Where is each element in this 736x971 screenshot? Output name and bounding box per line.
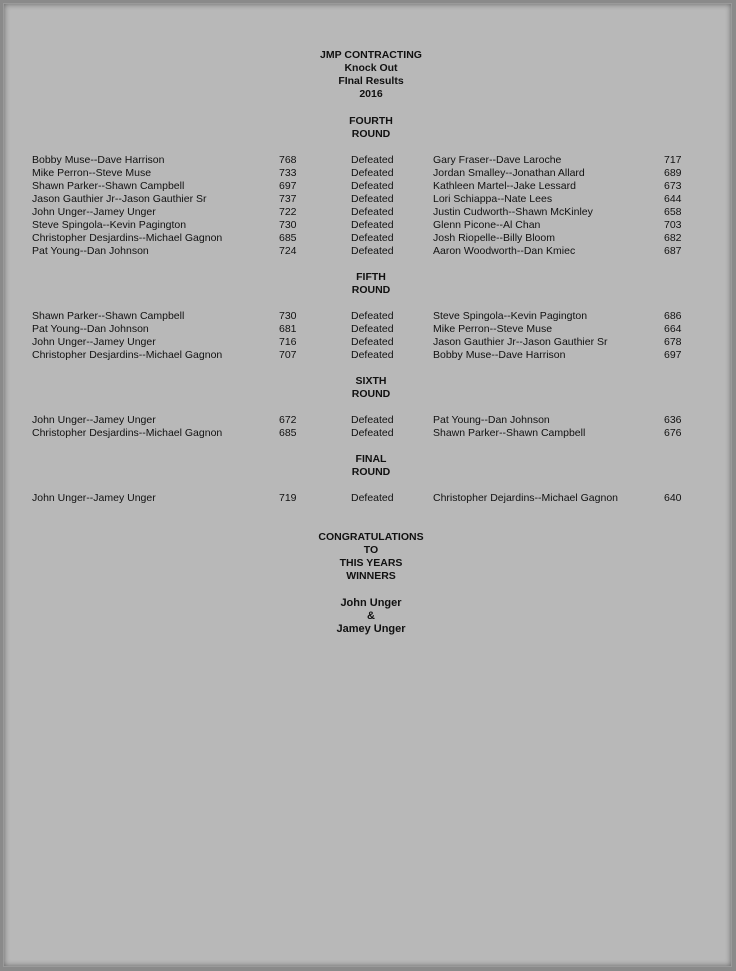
congrats-line: CONGRATULATIONS — [318, 531, 424, 543]
match-result: Defeated — [351, 193, 394, 205]
loser-team: Lori Schiappa--Nate Lees — [433, 193, 553, 205]
loser-team: Bobby Muse--Dave Harrison — [433, 349, 566, 361]
loser-score: 664 — [664, 323, 682, 335]
round-title-suffix: ROUND — [351, 128, 391, 140]
loser-team: Glenn Picone--Al Chan — [433, 219, 541, 231]
winner-team: Shawn Parker--Shawn Campbell — [32, 180, 185, 192]
loser-team: Steve Spingola--Kevin Pagington — [433, 310, 588, 322]
round-title: SIXTH — [355, 375, 387, 387]
loser-team: Jason Gauthier Jr--Jason Gauthier Sr — [433, 336, 608, 348]
winner-score: 719 — [279, 492, 297, 504]
loser-score: 658 — [664, 206, 682, 218]
round-heading-final — [0, 453, 736, 479]
match-row — [0, 167, 736, 180]
winner-score: 716 — [279, 336, 297, 348]
match-row — [0, 336, 736, 349]
match-row — [0, 349, 736, 362]
loser-score: 676 — [664, 427, 682, 439]
winner-team: John Unger--Jamey Unger — [32, 414, 156, 426]
match-row — [0, 310, 736, 323]
match-row — [0, 193, 736, 206]
winner-team: Pat Young--Dan Johnson — [32, 245, 149, 257]
loser-team: Shawn Parker--Shawn Campbell — [433, 427, 586, 439]
match-row — [0, 180, 736, 193]
loser-score: 697 — [664, 349, 682, 361]
loser-team: Gary Fraser--Dave Laroche — [433, 154, 562, 166]
match-result: Defeated — [351, 245, 394, 257]
winner-score: 697 — [279, 180, 297, 192]
round-heading-fourth — [0, 115, 736, 141]
round-title: FINAL — [355, 453, 387, 465]
loser-score: 640 — [664, 492, 682, 504]
congrats-line: THIS YEARS — [339, 557, 403, 569]
match-result: Defeated — [351, 219, 394, 231]
winner-score: 685 — [279, 232, 297, 244]
match-row — [0, 219, 736, 232]
loser-score: 703 — [664, 219, 682, 231]
match-result: Defeated — [351, 414, 394, 426]
loser-team: Jordan Smalley--Jonathan Allard — [433, 167, 585, 179]
round-title: FOURTH — [349, 115, 393, 127]
congratulations-block — [0, 531, 736, 583]
round-title-suffix: ROUND — [351, 388, 391, 400]
match-result: Defeated — [351, 167, 394, 179]
header-subtitle: FInal Results — [338, 75, 404, 87]
winner-score: 681 — [279, 323, 297, 335]
loser-score: 678 — [664, 336, 682, 348]
round-heading-sixth — [0, 375, 736, 401]
match-row — [0, 323, 736, 336]
match-result: Defeated — [351, 492, 394, 504]
champion-name: John Unger — [340, 597, 402, 609]
document-header — [0, 49, 736, 101]
winner-score: 707 — [279, 349, 297, 361]
winner-team: John Unger--Jamey Unger — [32, 492, 156, 504]
winner-team: Mike Perron--Steve Muse — [32, 167, 152, 179]
header-event: Knock Out — [344, 62, 398, 74]
winner-team: Christopher Desjardins--Michael Gagnon — [32, 232, 223, 244]
loser-score: 686 — [664, 310, 682, 322]
match-result: Defeated — [351, 206, 394, 218]
match-result: Defeated — [351, 336, 394, 348]
winner-team: Steve Spingola--Kevin Pagington — [32, 219, 187, 231]
round-heading-fifth — [0, 271, 736, 297]
loser-team: Mike Perron--Steve Muse — [433, 323, 553, 335]
match-result: Defeated — [351, 154, 394, 166]
loser-score: 682 — [664, 232, 682, 244]
match-row — [0, 414, 736, 427]
winner-team: Christopher Desjardins--Michael Gagnon — [32, 427, 223, 439]
loser-score: 673 — [664, 180, 682, 192]
loser-team: Christopher Dejardins--Michael Gagnon — [433, 492, 619, 504]
round-title-suffix: ROUND — [351, 284, 391, 296]
match-row — [0, 232, 736, 245]
loser-score: 717 — [664, 154, 682, 166]
match-result: Defeated — [351, 427, 394, 439]
loser-team: Kathleen Martel--Jake Lessard — [433, 180, 576, 192]
match-result: Defeated — [351, 349, 394, 361]
winner-team: Jason Gauthier Jr--Jason Gauthier Sr — [32, 193, 207, 205]
results-page — [3, 3, 732, 967]
header-year: 2016 — [359, 88, 383, 100]
loser-score: 644 — [664, 193, 682, 205]
winner-team: Bobby Muse--Dave Harrison — [32, 154, 165, 166]
loser-score: 689 — [664, 167, 682, 179]
loser-team: Aaron Woodworth--Dan Kmiec — [433, 245, 576, 257]
round-title-suffix: ROUND — [351, 466, 391, 478]
winner-score: 685 — [279, 427, 297, 439]
winner-score: 672 — [279, 414, 297, 426]
winner-score: 724 — [279, 245, 297, 257]
match-row — [0, 492, 736, 505]
congrats-line: TO — [363, 544, 379, 556]
champion-name: Jamey Unger — [336, 623, 406, 635]
winner-team: Shawn Parker--Shawn Campbell — [32, 310, 185, 322]
winner-team: Christopher Desjardins--Michael Gagnon — [32, 349, 223, 361]
winner-team: John Unger--Jamey Unger — [32, 336, 156, 348]
winner-score: 733 — [279, 167, 297, 179]
winner-score: 768 — [279, 154, 297, 166]
match-result: Defeated — [351, 310, 394, 322]
winner-score: 737 — [279, 193, 297, 205]
champions-block — [0, 597, 736, 636]
winner-score: 730 — [279, 219, 297, 231]
match-result: Defeated — [351, 180, 394, 192]
match-result: Defeated — [351, 232, 394, 244]
winner-team: John Unger--Jamey Unger — [32, 206, 156, 218]
round-title: FIFTH — [356, 271, 386, 283]
loser-team: Justin Cudworth--Shawn McKinley — [433, 206, 593, 218]
loser-team: Josh Riopelle--Billy Bloom — [433, 232, 555, 244]
loser-team: Pat Young--Dan Johnson — [433, 414, 550, 426]
winner-team: Pat Young--Dan Johnson — [32, 323, 149, 335]
winner-score: 722 — [279, 206, 297, 218]
match-row — [0, 206, 736, 219]
congrats-line: WINNERS — [346, 570, 396, 582]
match-row — [0, 427, 736, 440]
winner-score: 730 — [279, 310, 297, 322]
loser-score: 687 — [664, 245, 682, 257]
loser-score: 636 — [664, 414, 682, 426]
header-company: JMP CONTRACTING — [320, 49, 422, 61]
match-result: Defeated — [351, 323, 394, 335]
champion-ampersand: & — [367, 610, 375, 622]
match-row — [0, 154, 736, 167]
match-row — [0, 245, 736, 258]
